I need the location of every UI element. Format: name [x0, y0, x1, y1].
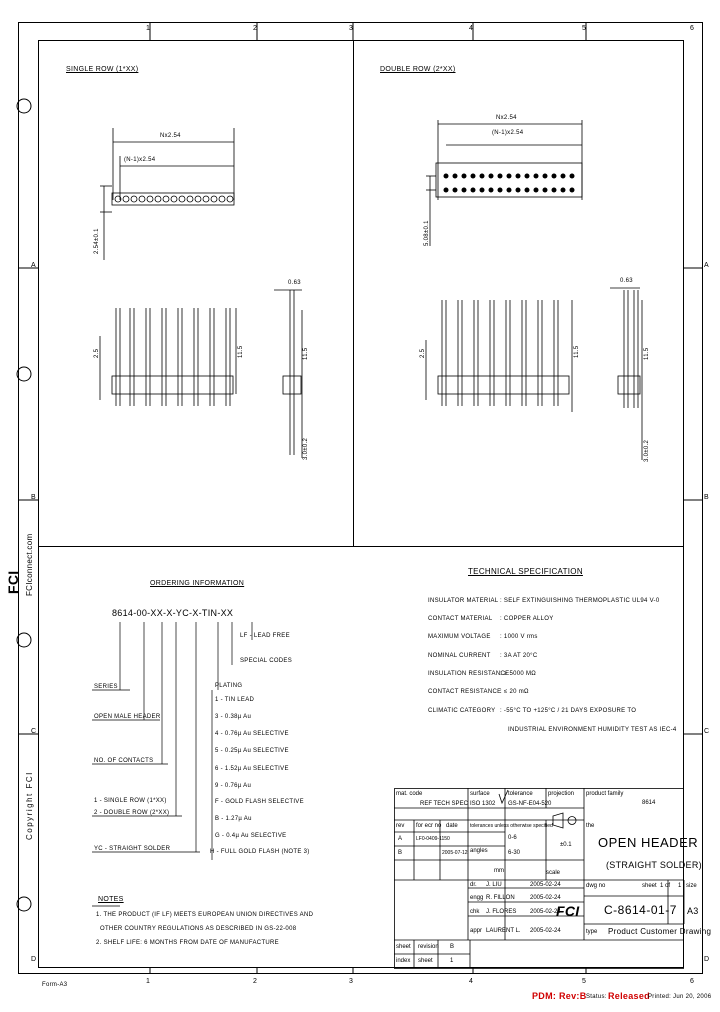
tb-sheet-label: sheet	[642, 883, 657, 889]
tb-small-1: 6-30	[508, 850, 521, 856]
zone-bottom-1: 1	[146, 978, 151, 985]
tb-type-val: Product Customer Drawing	[608, 927, 712, 936]
single-dim-063: 0.63	[288, 280, 301, 286]
ordering-right-5: 4 - 0.76µ Au SELECTIVE	[215, 731, 289, 737]
double-dim-n1x: (N-1)x2.54	[492, 130, 524, 136]
zone-top-6: 6	[690, 25, 695, 32]
tech-label-6: CLIMATIC CATEGORY	[428, 708, 496, 714]
side-fci-logo: FCI	[5, 570, 21, 594]
ordering-right-1: SPECIAL CODES	[240, 658, 293, 664]
tb-chk: chk	[470, 909, 480, 915]
double-dim-h3: 3.0±0.2	[644, 439, 650, 462]
single-row-label: SINGLE ROW (1*XX)	[66, 66, 139, 73]
tb-tol-note: tolerances unless otherwise specified	[470, 823, 553, 829]
tb-the: the	[586, 823, 595, 829]
tech-label-4: INSULATION RESISTANCE	[428, 671, 510, 677]
ordering-part-code: 8614-00-XX-X-YC-X-TIN-XX	[112, 608, 234, 618]
single-dim-h2: 11.5	[238, 345, 244, 358]
tb-revision-val: B	[450, 944, 455, 950]
tb-mat-code: mat. code	[396, 791, 423, 797]
tb-appr-date: 2005-02-24	[530, 928, 561, 934]
zone-right-b: B	[704, 494, 709, 501]
tb-scale: scale	[546, 870, 561, 876]
tb-sheet2: sheet	[418, 958, 433, 964]
tb-date: date	[446, 823, 458, 829]
ordering-right-3: 1 - TIN LEAD	[215, 697, 255, 703]
ordering-right-12: H - FULL GOLD FLASH (NOTE 3)	[210, 849, 310, 855]
tb-sheet-row: sheet	[396, 944, 411, 950]
zone-top-4: 4	[469, 25, 474, 32]
tech-label-3: NOMINAL CURRENT	[428, 653, 491, 659]
tb-rev-b: B	[398, 850, 403, 856]
tb-rev-a: A	[398, 836, 403, 842]
ordering-right-10: B - 1.27µ Au	[215, 816, 252, 822]
tb-mm: mm	[494, 868, 504, 874]
tech-value-0: : SELF EXTINGUISHING THERMOPLASTIC UL94 V-0	[500, 598, 660, 604]
ordering-right-6: 5 - 0.25µ Au SELECTIVE	[215, 748, 289, 754]
tb-dr: dr.	[470, 882, 477, 888]
ordering-left-5: YC - STRAIGHT SOLDER	[94, 846, 171, 852]
tb-engg-date: 2005-02-24	[530, 895, 561, 901]
ordering-right-0: LF - LEAD FREE	[240, 633, 290, 639]
ordering-right-9: F - GOLD FLASH SELECTIVE	[215, 799, 304, 805]
tb-sheet-num: 1	[660, 883, 664, 889]
zone-right-c: C	[704, 728, 710, 735]
single-dim-h3: 3.0±0.2	[303, 437, 309, 460]
footer-printed: Printed: Jun 20, 2006	[648, 994, 712, 1000]
double-dim-nx: Nx2.54	[496, 115, 517, 121]
tech-value-4: : ≥ 5000 MΩ	[500, 671, 537, 677]
double-dim-h2-side: 11.5	[644, 347, 650, 360]
tb-tolerance: tolerance	[508, 791, 533, 797]
tb-projection: projection	[548, 791, 575, 797]
zone-left-c: C	[31, 728, 37, 735]
zone-top-2: 2	[253, 25, 258, 32]
tech-label-2: MAXIMUM VOLTAGE	[428, 634, 491, 640]
tech-value-5: : ≤ 20 mΩ	[500, 689, 529, 695]
tech-value-2: : 1000 V rms	[500, 634, 538, 640]
tb-chk-name: J. FLORES	[486, 909, 517, 915]
notes-line-1: OTHER COUNTRY REGULATIONS AS DESCRIBED IN GS-22-008	[100, 926, 297, 932]
ordering-left-1: OPEN MALE HEADER	[94, 714, 161, 720]
tb-ref-tech-spec: REF TECH SPEC	[420, 801, 468, 807]
footer-form: Form-A3	[42, 982, 68, 988]
zone-bottom-2: 2	[253, 978, 258, 985]
footer-pdm: PDM: Rev:B	[532, 991, 587, 1001]
footer-status-label: Status:	[586, 994, 607, 1000]
tb-size: A3	[687, 906, 699, 916]
tb-sheet-total: 1	[678, 883, 682, 889]
tb-product-family: 8614	[642, 800, 656, 806]
ordering-left-2: NO. OF CONTACTS	[94, 758, 154, 764]
single-dim-nx: Nx2.54	[160, 133, 181, 139]
zone-top-3: 3	[349, 25, 354, 32]
tech-title: TECHNICAL SPECIFICATION	[468, 567, 583, 576]
double-dim-h2: 11.5	[574, 345, 580, 358]
ordering-right-7: 6 - 1.52µ Au SELECTIVE	[215, 766, 289, 772]
tb-appr: appr	[470, 928, 483, 934]
tb-sheet2-val: 1	[450, 958, 454, 964]
tb-rev-b-date: 2005-07-12	[442, 850, 468, 856]
ordering-left-3: 1 - SINGLE ROW (1*XX)	[94, 798, 167, 804]
double-dim-508: 5.08±0.1	[424, 220, 430, 246]
notes-line-0: 1. THE PRODUCT (IF LF) MEETS EUROPEAN UNION DIRECTIVES AND	[96, 912, 314, 918]
tb-product-family-label: product family	[586, 791, 624, 797]
tech-value-3: : 3A AT 20°C	[500, 653, 538, 659]
zone-bottom-4: 4	[469, 978, 474, 985]
tech-label-1: CONTACT MATERIAL	[428, 616, 493, 622]
tb-surface: surface	[470, 791, 490, 797]
tb-engg: engg	[470, 895, 484, 901]
double-dim-063: 0.63	[620, 278, 633, 284]
tech-value-7: INDUSTRIAL ENVIRONMENT HUMIDITY TEST AS IEC-4	[508, 727, 677, 733]
tb-engg-name: R. FILLON	[486, 895, 515, 901]
tb-dwg-no: C-8614-01-7	[604, 903, 677, 917]
tb-pm: ±0.1	[560, 842, 572, 848]
zone-right-a: A	[704, 262, 709, 269]
zone-right-d: D	[704, 956, 710, 963]
ordering-title: ORDERING INFORMATION	[150, 580, 245, 587]
single-dim-h2-side: 11.5	[303, 347, 309, 360]
tb-title2: (STRAIGHT SOLDER)	[606, 860, 702, 870]
side-url: FCIconnect.com	[25, 533, 34, 596]
double-dim-h1: 2.5	[420, 348, 426, 358]
tb-dr-date: 2005-02-24	[530, 882, 561, 888]
double-row-label: DOUBLE ROW (2*XX)	[380, 66, 456, 73]
tb-dwg-no-label: dwg no	[586, 883, 606, 889]
ordering-right-4: 3 - 0.38µ Au	[215, 714, 252, 720]
tb-tol-std: GS-NF-E04-520	[508, 801, 552, 807]
ordering-right-2: PLATING	[215, 683, 243, 689]
tech-label-0: INSULATOR MATERIAL	[428, 598, 499, 604]
double-row-pins	[444, 174, 575, 193]
ordering-right-11: G - 0.4µ Au SELECTIVE	[215, 833, 287, 839]
tb-of: of	[665, 883, 671, 889]
footer-status: Released	[608, 991, 650, 1001]
tb-brand-logo: FCI	[556, 903, 580, 919]
side-copyright: Copyright FCI	[25, 771, 34, 840]
zone-top-1: 1	[146, 25, 151, 32]
tb-index-row: index	[396, 958, 411, 964]
notes-title: NOTES	[98, 896, 124, 903]
zone-left-b: B	[31, 494, 36, 501]
projection-symbol	[553, 813, 576, 828]
tb-revision-label: revision	[418, 944, 439, 950]
tb-chk-date: 2005-02-24	[530, 909, 561, 915]
notes-line-2: 2. SHELF LIFE: 6 MONTHS FROM DATE OF MANUFACTURE	[96, 940, 279, 946]
single-dim-h1: 2.5	[94, 348, 100, 358]
tb-type-label: type	[586, 929, 598, 935]
tech-value-1: : COPPER ALLOY	[500, 616, 554, 622]
tech-value-6: : -55°C TO +125°C / 21 DAYS EXPOSURE TO	[500, 708, 637, 714]
zone-left-a: A	[31, 262, 36, 269]
tb-title1: OPEN HEADER	[598, 835, 699, 850]
zone-top-5: 5	[582, 25, 587, 32]
tb-small-0: 0-6	[508, 835, 517, 841]
zone-bottom-5: 5	[582, 978, 587, 985]
tb-angles: angles	[470, 848, 488, 854]
tb-for-ecr: for ecr no	[416, 823, 442, 829]
single-dim-254: 2.54±0.1	[94, 228, 100, 254]
tb-rev: rev	[396, 823, 405, 829]
tb-size-label: size	[686, 883, 697, 889]
tb-dr-name: J. LIU	[486, 882, 502, 888]
tb-iso: ISO 1302	[470, 801, 496, 807]
zone-left-d: D	[31, 956, 37, 963]
ordering-left-0: SERIES	[94, 684, 118, 690]
tech-label-5: CONTACT RESISTANCE	[428, 689, 502, 695]
ordering-left-4: 2 - DOUBLE ROW (2*XX)	[94, 810, 170, 816]
zone-bottom-3: 3	[349, 978, 354, 985]
ordering-right-8: 9 - 0.76µ Au	[215, 783, 252, 789]
tb-appr-name: LAURENT L.	[486, 928, 521, 934]
tb-rev-a-ecr: LF0-0409-1150	[416, 836, 450, 842]
zone-bottom-6: 6	[690, 978, 695, 985]
single-dim-n1x: (N-1)x2.54	[124, 157, 156, 163]
